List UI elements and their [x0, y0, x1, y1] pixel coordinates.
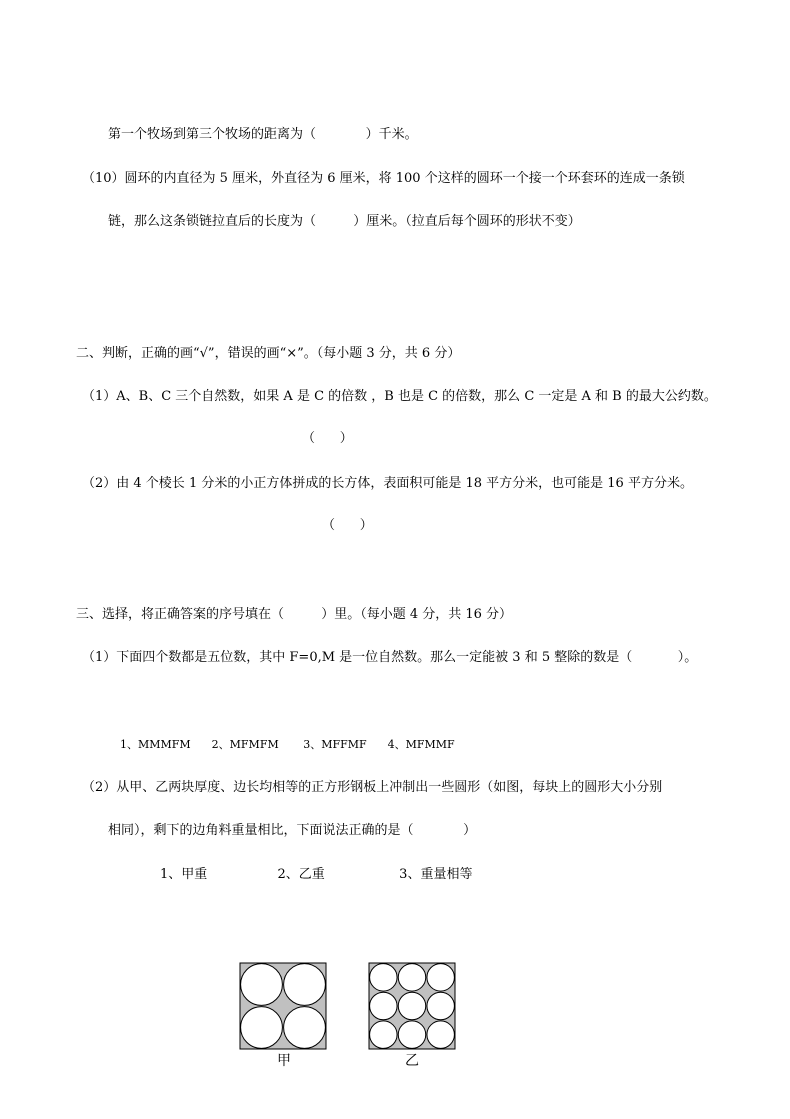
section-3-question-2-options: 1、甲重 2、乙重 3、重量相等: [160, 867, 473, 882]
label-jia: 甲: [277, 1053, 291, 1069]
yi-circle: [427, 992, 454, 1019]
section-2-question-2: （2）由 4 个棱长 1 分米的小正方体拼成的长方体，表面积可能是 18 平方分米，也可能是 16 平方分米。: [82, 476, 693, 491]
section-3-question-2-line-2: 相同），剩下的边角料重量相比，下面说法正确的是（ ）: [108, 823, 477, 838]
section-2-question-1: （1）A、B、C 三个自然数，如果 A 是 C 的倍数 ，B 也是 C 的倍数，那么 C 一定是 A 和 B 的最大公约数。: [82, 389, 717, 404]
yi-circle: [427, 964, 454, 991]
yi-circle: [370, 1021, 397, 1048]
section-3-question-1-options: 1、MMMFM 2、MFMFM 3、MFFMF 4、MFMMF: [120, 738, 455, 751]
jia-circle: [284, 1007, 326, 1049]
yi-circle: [370, 964, 397, 991]
section-3-title: 三、选择，将正确答案的序号填在（ ）里。（每小题 4 分，共 16 分）: [76, 607, 513, 622]
figure-plate-yi: [368, 962, 456, 1050]
plate-jia-drawing: [239, 962, 327, 1050]
figure-plate-jia: [239, 962, 327, 1050]
yi-circle: [427, 1021, 454, 1048]
section-2-question-1-blank: （ ）: [302, 431, 353, 446]
plate-yi-drawing: [368, 962, 456, 1050]
question-10-line-1: （10）圆环的内直径为 5 厘米，外直径为 6 厘米，将 100 个这样的圆环一个接一个环套环的连成一条锁: [82, 171, 685, 186]
section-3-question-1: （1）下面四个数都是五位数，其中 F=0,M 是一位自然数。那么一定能被 3 和 5 整除的数是（ ）。: [82, 650, 698, 665]
question-10-line-2: 链，那么这条锁链拉直后的长度为（ ）厘米。（拉直后每个圆环的形状不变）: [108, 214, 581, 229]
text-line-1: 第一个牧场到第三个牧场的距离为（ ）千米。: [108, 127, 418, 142]
jia-circle: [241, 964, 283, 1006]
label-yi: 乙: [405, 1053, 419, 1069]
section-3-question-2-line-1: （2）从甲、乙两块厚度、边长均相等的正方形钢板上冲制出一些圆形（如图，每块上的圆形大小分别: [82, 780, 663, 795]
section-2-question-2-blank: （ ）: [322, 518, 373, 533]
yi-circle: [370, 992, 397, 1019]
jia-circle: [241, 1007, 283, 1049]
yi-circle: [398, 992, 425, 1019]
yi-circle: [398, 964, 425, 991]
jia-circle: [284, 964, 326, 1006]
section-2-title: 二、判断，正确的画“√”，错误的画“×”。（每小题 3 分，共 6 分）: [76, 346, 461, 361]
yi-circle: [398, 1021, 425, 1048]
